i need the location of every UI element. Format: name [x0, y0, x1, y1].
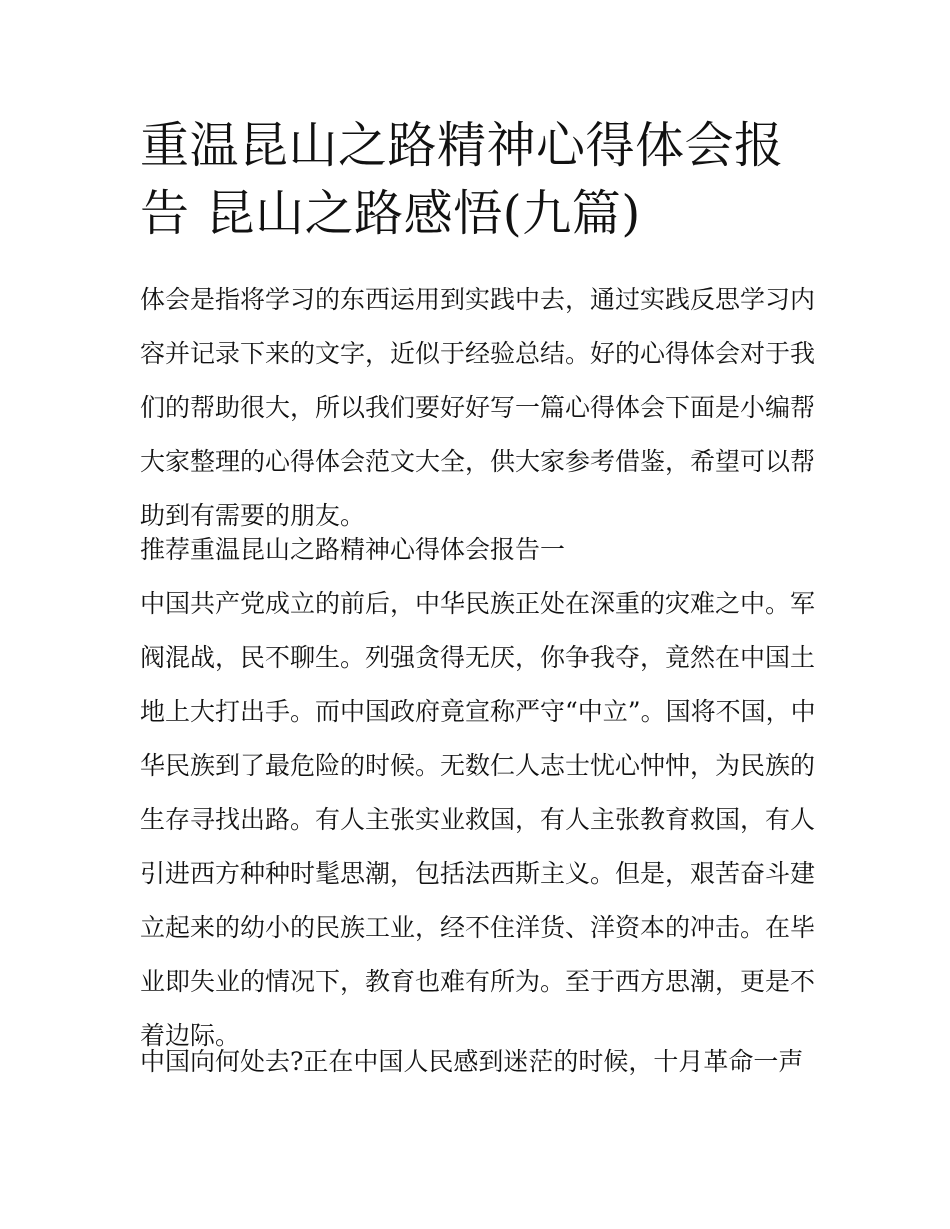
text-line: 地上大打出手。而中国政府竟宣称严守“中立”。国将不国，中	[140, 697, 816, 726]
body-paragraph	[140, 1035, 820, 1089]
title-line: 告 昆山之路感悟(九篇)	[140, 185, 641, 242]
document-title	[140, 112, 830, 248]
title-line: 重温昆山之路精神心得体会报	[140, 117, 784, 174]
intro-paragraph	[140, 273, 820, 543]
text-line: 业即失业的情况下，教育也难有所为。至于西方思潮，更是不	[140, 967, 816, 996]
text-line: 生存寻找出路。有人主张实业救国，有人主张教育救国，有人	[140, 805, 816, 834]
section-heading-text: 推荐重温昆山之路精神心得体会报告一	[140, 535, 566, 564]
text-line: 中国共产党成立的前后，中华民族正处在深重的灾难之中。军	[140, 589, 816, 618]
text-line: 着边际。	[140, 1021, 241, 1050]
body-paragraph	[140, 577, 820, 1063]
text-line: 容并记录下来的文字，近似于经验总结。好的心得体会对于我	[140, 339, 816, 368]
text-line: 们的帮助很大，所以我们要好好写一篇心得体会下面是小编帮	[140, 393, 816, 422]
text-line: 引进西方种种时髦思潮，包括法西斯主义。但是，艰苦奋斗建	[140, 859, 816, 888]
text-line: 立起来的幼小的民族工业，经不住洋货、洋资本的冲击。在毕	[140, 913, 816, 942]
text-line: 体会是指将学习的东西运用到实践中去，通过实践反思学习内	[140, 285, 816, 314]
section-heading	[140, 523, 820, 577]
text-line: 助到有需要的朋友。	[140, 501, 366, 530]
text-line: 大家整理的心得体会范文大全，供大家参考借鉴，希望可以帮	[140, 447, 816, 476]
text-line: 阀混战，民不聊生。列强贪得无厌，你争我夺，竟然在中国土	[140, 643, 816, 672]
text-line: 中国向何处去?正在中国人民感到迷茫的时候，十月革命一声	[140, 1047, 804, 1076]
text-line: 华民族到了最危险的时候。无数仁人志士忧心忡忡，为民族的	[140, 751, 816, 780]
